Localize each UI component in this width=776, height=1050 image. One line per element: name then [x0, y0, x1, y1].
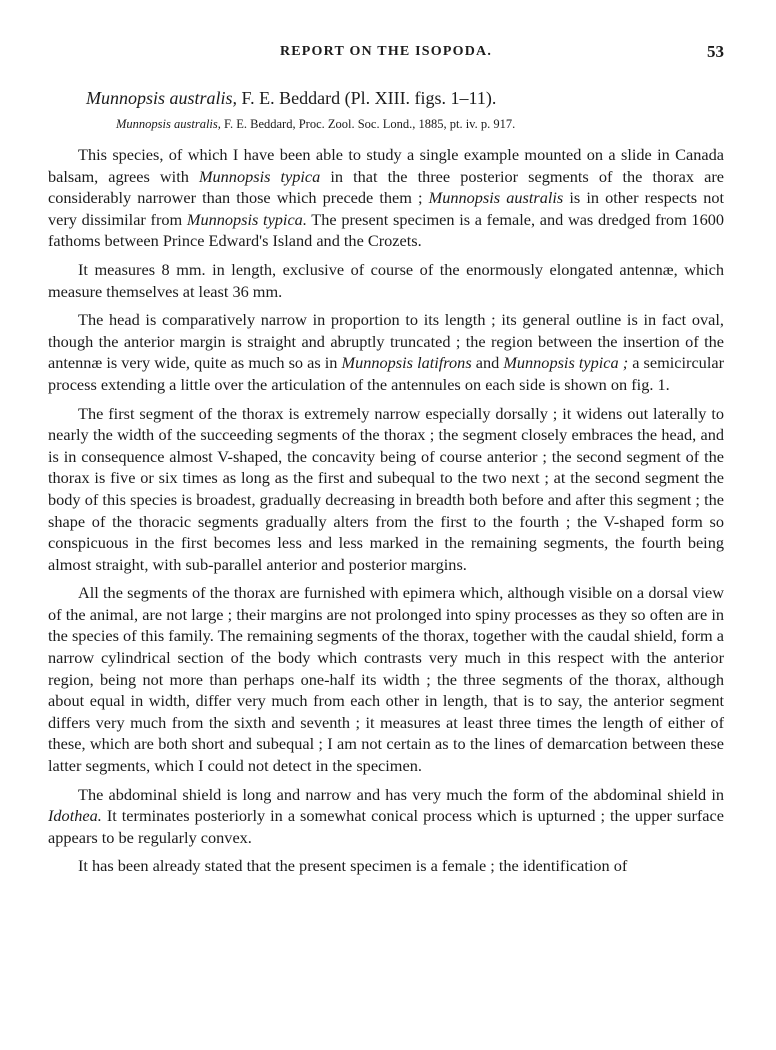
text-run: The first segment of the thorax is extremely narrow especially dorsally ; it widens out laterally to nearly the width of the succeeding segments of the thorax ; the segment closely embraces the head, and is in consequence almost V-shaped, the concavity being of course anterior ; the second segment of the thorax is five or six times as long as the first and subequal to the two next ; at the second segment the body of this species is broadest, gradually decreasing in breadth both before and after this segment ; the shape of the thoracic segments gradually alters from the first to the fourth ; the V-shaped form so conspicuous in the first becomes less and less marked in the remaining segments, the fourth being almost straight, with sub-parallel anterior and posterior margins.: [48, 403, 724, 574]
citation-reference: F. E. Beddard, Proc. Zool. Soc. Lond., 1885, pt. iv. p. 917.: [220, 117, 516, 131]
text-run: This species, of which I have been able to study a single example mounted on a slide in Canada balsam, agrees with: [48, 145, 724, 186]
text-run: The abdominal shield is long and narrow and has very much the form of the abdominal shield in: [78, 784, 724, 804]
page-number: 53: [707, 42, 724, 61]
paragraph-1: [48, 144, 724, 252]
text-run: The present specimen is a female, and was dredged from 1600 fathoms between Prince Edward's Island and the Crozets.: [48, 209, 724, 251]
species-authority: F. E. Beddard (Pl. XIII. figs. 1–11).: [237, 88, 497, 108]
paragraph-7: [48, 855, 724, 877]
synonymy-citation: [116, 114, 724, 144]
species-name: Munnopsis australis,: [86, 88, 238, 108]
paragraph-6: [48, 784, 724, 849]
citation-species-name: Munnopsis australis,: [116, 117, 221, 131]
text-run: It measures 8 mm. in length, exclusive of course of the enormously elongated antennæ, which measure themselves at least 36 mm.: [48, 259, 724, 301]
running-header: [48, 44, 724, 66]
body-text: [48, 86, 724, 884]
paragraph-4: [48, 403, 724, 576]
running-title: REPORT ON THE ISOPODA.: [279, 44, 493, 59]
taxon-name: Munnopsis latifrons: [341, 353, 472, 373]
taxon-name: Munnopsis typica ;: [503, 353, 629, 373]
text-run: a semicircular process extending a little over the articulation of the antennules on each side is shown on fig. 1.: [48, 353, 724, 394]
taxon-name: Idothea.: [48, 806, 102, 826]
text-run: The head is comparatively narrow in proportion to its length ; its general outline is in fact oval, though the anterior margin is straight and abruptly truncated ; the region between the insertion of the antennæ is very wide, quite as much so as in: [48, 310, 724, 373]
paragraph-5: [48, 582, 724, 776]
text-run: It terminates posteriorly in a somewhat conical process which is upturned ; the upper surface appears to be regularly convex.: [48, 806, 724, 847]
text-run: All the segments of the thorax are furnished with epimera which, although visible on a dorsal view of the animal, are not large ; their margins are not prolonged into spiny processes as they so often are in the species of this family. The remaining segments of the thorax, together with the caudal shield, form a narrow cylindrical section of the body which contrasts very much in this respect with the anterior region, being not more than perhaps one-half its width ; the three segments of the thorax, although about equal in width, differ very much from each other in length, that is to say, the anterior segment differs very much from the sixth and seventh ; it measures at least three times the length of either of these, which are both short and subequal ; I am not certain as to the lines of demarcation between these latter segments, which I could not detect in the specimen.: [48, 583, 724, 776]
text-run: in that the three posterior segments of the thorax are considerably narrower than those which precede them ;: [48, 166, 725, 208]
paragraph-3: [48, 309, 724, 395]
text-run: It has been already stated that the present specimen is a female ; the identification of: [78, 856, 628, 876]
taxon-name: Munnopsis typica.: [186, 209, 307, 229]
taxon-name: Munnopsis australis: [428, 188, 564, 208]
species-heading: [86, 86, 724, 114]
text-run: is in other respects not very dissimilar from: [48, 188, 724, 229]
text-run: and: [471, 353, 504, 373]
taxon-name: Munnopsis typica: [198, 166, 321, 186]
paragraph-2: [48, 259, 724, 302]
